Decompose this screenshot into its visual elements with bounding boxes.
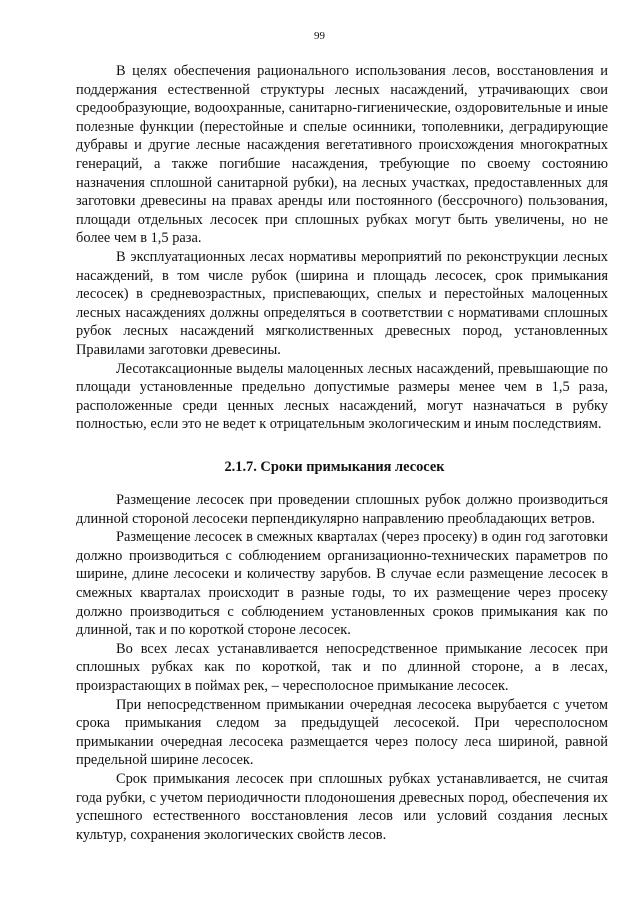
paragraph: Размещение лесосек в смежных кварталах (через просеку) в один год заготовки должно производиться с соблюдением организационно-технических параметров по ширине, длине лесосеки и количеству зарубов. В случае если размещение лесосек в смежных кварталах происходит в разные годы, то их размещение через просеку должно производиться с соблюдением установленных сроков примыкания как по длинной, так и по короткой стороне лесосек.	[76, 529, 608, 639]
page-number: 99	[314, 30, 325, 42]
paragraph: При непосредственном примыкании очередная лесосека вырубается с учетом срока примыкания следом за предыдущей лесосекой. При чересполосном примыкании очередная лесосека размещается через полосу леса шириной, равной предельной ширине лесосек.	[76, 696, 608, 769]
section-heading: 2.1.7. Сроки примыкания лесосек	[224, 459, 445, 475]
paragraph: Размещение лесосек при проведении сплошных рубок должно производиться длинной стороной лесосеки перпендикулярно направлению преобладающих ветров.	[76, 492, 608, 527]
text-block-section	[76, 491, 608, 844]
paragraph: Во всех лесах устанавливается непосредственное примыкание лесосек при сплошных рубках как по короткой, так и по длинной стороне, а в лесах, произрастающих в поймах рек, – чересполосное примыкание лесосек.	[76, 640, 608, 694]
paragraph: В целях обеспечения рационального использования лесов, восстановления и поддержания естественной структуры лесных насаждений, утрачивающих свои средообразующие, водоохранные, санитарно-гигиенические, оздоровительные и иные полезные функции (перестойные и спелые осинники, тополевники, деградирующие дубравы и другие лесные насаждения вегетативного происхождения многократных генераций, а также погибшие насаждения, требующие по своему состоянию назначения сплошной санитарной рубки), на лесных участках, предоставленных для заготовки древесины на правах аренды или постоянного (бессрочного) пользования, площади отдельных лесосек при сплошных рубках могут быть увеличены, но не более чем в 1,5 раза.	[76, 63, 608, 247]
paragraph: Срок примыкания лесосек при сплошных рубках устанавливается, не считая года рубки, с учетом периодичности плодоношения древесных пород, обеспечения их успешного естественного восстановления лесов или условий создания лесных культур, сохранения экологических свойств лесов.	[76, 770, 608, 843]
paragraph: В эксплуатационных лесах нормативы мероприятий по реконструкции лесных насаждений, в том числе рубок (ширина и площадь лесосек, срок примыкания лесосек) в средневозрастных, приспевающих, спелых и перестойных малоценных лесных насаждениях должны определяться в соответствии с нормативами сплошных рубок лесных насаждений мягколиственных древесных пород, установленных Правилами заготовки древесины.	[76, 248, 608, 358]
paragraph: Лесотаксационные выделы малоценных лесных насаждений, превышающие по площади установленные предельно допустимые размеры менее чем в 1,5 раза, расположенные среди ценных лесных насаждений, могут назначаться в рубку полностью, если это не ведет к отрицательным экологическим и иным последствиям.	[76, 360, 608, 433]
text-block-top	[76, 62, 608, 434]
